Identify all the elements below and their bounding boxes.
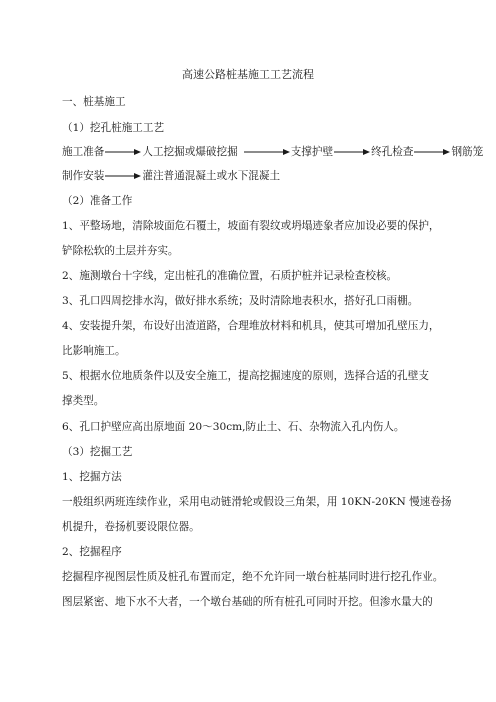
arrow-right-icon: [244, 148, 290, 156]
paragraph-line: 一般组织两班连续作业，采用电动链滑轮或假设三角架，用 10KN-20KN 慢速卷扬: [62, 496, 452, 508]
flow-step: 灌注普通混凝土或水下混凝土: [142, 170, 281, 182]
arrow-right-icon: [105, 172, 141, 180]
document-title: 高速公路桩基施工工艺流程: [182, 68, 314, 81]
subsection-heading: （3）挖掘工艺: [62, 446, 133, 458]
flow-step: 施工准备: [62, 146, 105, 158]
paragraph-line: 挖掘程序视图层性质及桩孔布置而定，绝不允许同一墩台桩基同时进行挖孔作业。: [62, 571, 444, 583]
process-flow-row-1: [62, 145, 483, 159]
subsection-heading: （1）挖孔桩施工工艺: [62, 122, 165, 134]
paragraph-line: 1、平整场地，清除坡面危石覆土，坡面有裂纹或坍塌迹象者应加设必要的保护，: [62, 220, 440, 232]
paragraph-line: 比影响施工。: [62, 345, 126, 357]
flow-step: 终孔检查: [371, 146, 414, 158]
paragraph-line: 3、孔口四周挖排水沟，做好排水系统；及时清除地表积水，搭好孔口雨棚。: [62, 295, 419, 307]
paragraph-line: 图层紧密、地下水不大者，一个墩台基础的所有桩孔可同时开挖。但渗水量大的: [62, 596, 433, 608]
arrow-right-icon: [334, 148, 370, 156]
flow-step: 钢筋笼: [451, 146, 484, 158]
paragraph-line: 2、施测墩台十字线，定出桩孔的准确位置，石质护桩并记录检查校核。: [62, 270, 398, 282]
flow-step: 制作安装: [62, 170, 105, 182]
paragraph-line: 6、孔口护壁应高出原地面 20～30cm,防止土、石、杂物流入孔内伤人。: [62, 421, 405, 433]
item-heading: 1、挖掘方法: [62, 471, 122, 483]
paragraph-line: 撑类型。: [62, 395, 105, 407]
paragraph-line: 5、根据水位地质条件以及安全施工，提高挖掘速度的原则，选择合适的孔壁支: [62, 370, 429, 382]
arrow-right-icon: [414, 148, 450, 156]
paragraph-line: 铲除松软的土层并夯实。: [62, 245, 179, 257]
flow-step: 支撑护壁: [290, 146, 334, 158]
arrow-right-icon: [105, 148, 141, 156]
flow-step: 人工挖掘或爆破挖掘: [142, 146, 238, 158]
process-flow-row-2: [62, 169, 280, 183]
subsection-heading: （2）准备工作: [62, 195, 133, 207]
section-heading: 一、桩基施工: [62, 96, 126, 108]
paragraph-line: 机提升，卷扬机要设限位器。: [62, 521, 200, 533]
paragraph-line: 4、安装提升架，布设好出渣道路，合理堆放材料和机具，使其可增加孔壁压力，: [62, 320, 440, 332]
item-heading: 2、挖掘程序: [62, 546, 122, 558]
